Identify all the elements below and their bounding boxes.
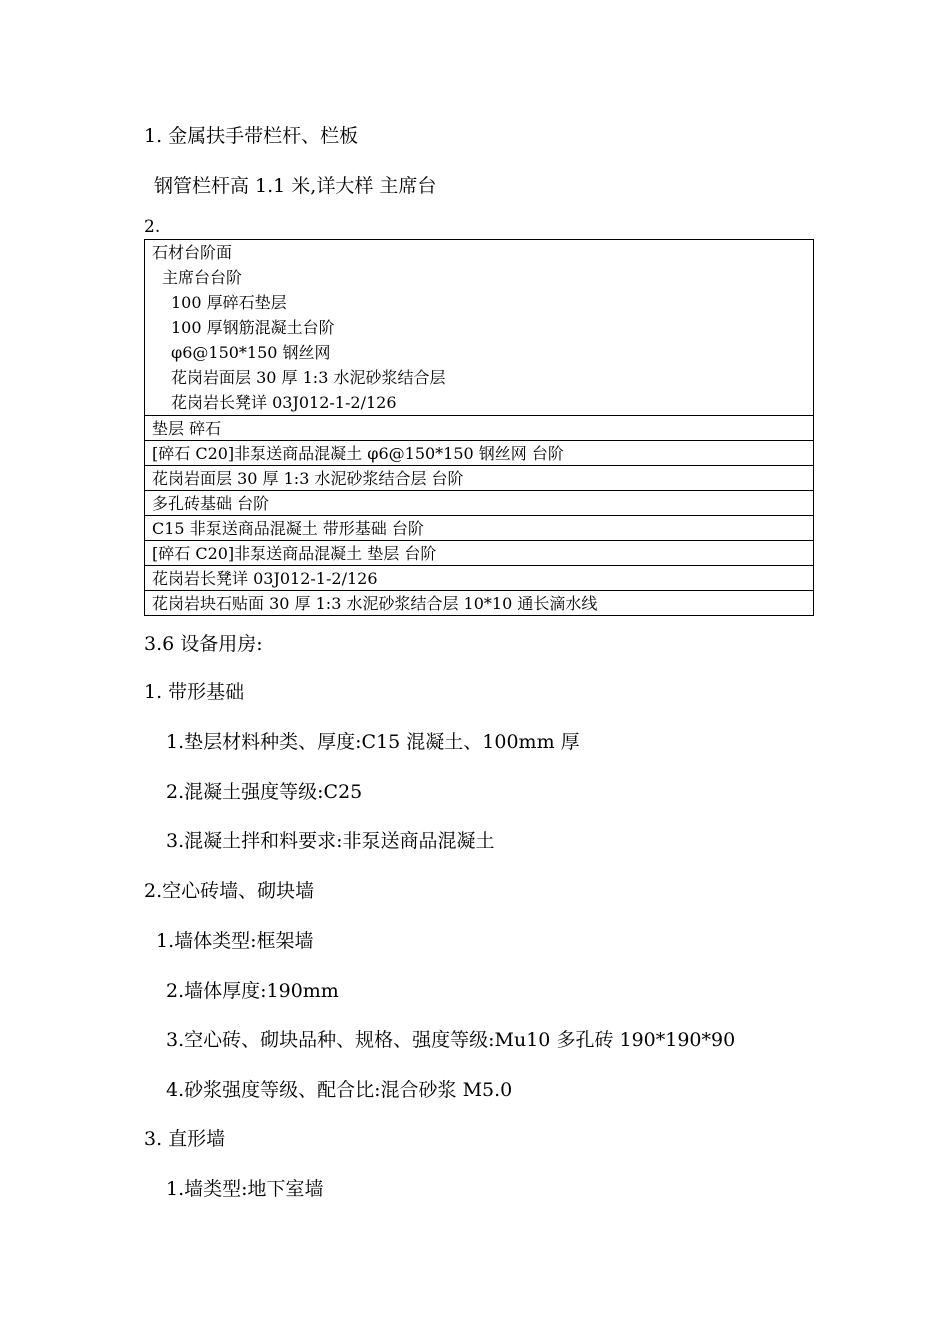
item-2-label: 2. bbox=[144, 217, 161, 237]
table-row: 花岗岩面层 30 厚 1:3 水泥砂浆结合层 台阶 bbox=[145, 465, 813, 490]
table-cell-line: 100 厚碎石垫层 bbox=[171, 293, 287, 312]
straight-wall-heading: 3. 直形墙 bbox=[144, 1128, 226, 1150]
table-cell-line: 主席台台阶 bbox=[162, 268, 243, 287]
table-row: C15 非泵送商品混凝土 带形基础 台阶 bbox=[145, 515, 813, 540]
list-item: 2.混凝土强度等级:C25 bbox=[166, 781, 363, 803]
table-cell-line: 石材台阶面 bbox=[152, 243, 233, 262]
equipment-room-title: 3.6 设备用房: bbox=[144, 633, 263, 655]
table-row: 多孔砖基础 台阶 bbox=[145, 490, 813, 515]
table-cell-line: 100 厚钢筋混凝土台阶 bbox=[171, 318, 335, 337]
list-item: 3.混凝土拌和料要求:非泵送商品混凝土 bbox=[166, 830, 495, 852]
table-cell-line: 花岗岩长凳详 03J012-1-2/126 bbox=[171, 393, 397, 412]
list-item: 1.墙类型:地下室墙 bbox=[166, 1178, 324, 1200]
table-row: [碎石 C20]非泵送商品混凝土 φ6@150*150 钢丝网 台阶 bbox=[145, 440, 813, 465]
list-item: 3.空心砖、砌块品种、规格、强度等级:Mu10 多孔砖 190*190*90 bbox=[166, 1029, 736, 1051]
table-row: 花岗岩长凳详 03J012-1-2/126 bbox=[145, 565, 813, 590]
table-row: 垫层 碎石 bbox=[145, 415, 813, 440]
table-cell-line: 花岗岩面层 30 厚 1:3 水泥砂浆结合层 bbox=[171, 368, 446, 387]
list-item: 4.砂浆强度等级、配合比:混合砂浆 M5.0 bbox=[166, 1079, 513, 1101]
list-item: 1.墙体类型:框架墙 bbox=[156, 930, 314, 952]
table-row: 花岗岩块石贴面 30 厚 1:3 水泥砂浆结合层 10*10 通长滴水线 bbox=[145, 590, 813, 615]
railing-detail: 钢管栏杆高 1.1 米,详大样 主席台 bbox=[154, 175, 437, 197]
railing-heading: 1. 金属扶手带栏杆、栏板 bbox=[144, 125, 359, 147]
list-item: 2.墙体厚度:190mm bbox=[166, 980, 339, 1002]
strip-foundation-heading: 1. 带形基础 bbox=[144, 681, 245, 703]
stone-steps-table bbox=[144, 239, 814, 616]
table-row: [碎石 C20]非泵送商品混凝土 垫层 台阶 bbox=[145, 540, 813, 565]
table-cell-line: φ6@150*150 钢丝网 bbox=[171, 343, 331, 362]
hollow-brick-heading: 2.空心砖墙、砌块墙 bbox=[144, 880, 315, 902]
list-item: 1.垫层材料种类、厚度:C15 混凝土、100mm 厚 bbox=[166, 731, 580, 753]
table-row bbox=[145, 240, 813, 415]
